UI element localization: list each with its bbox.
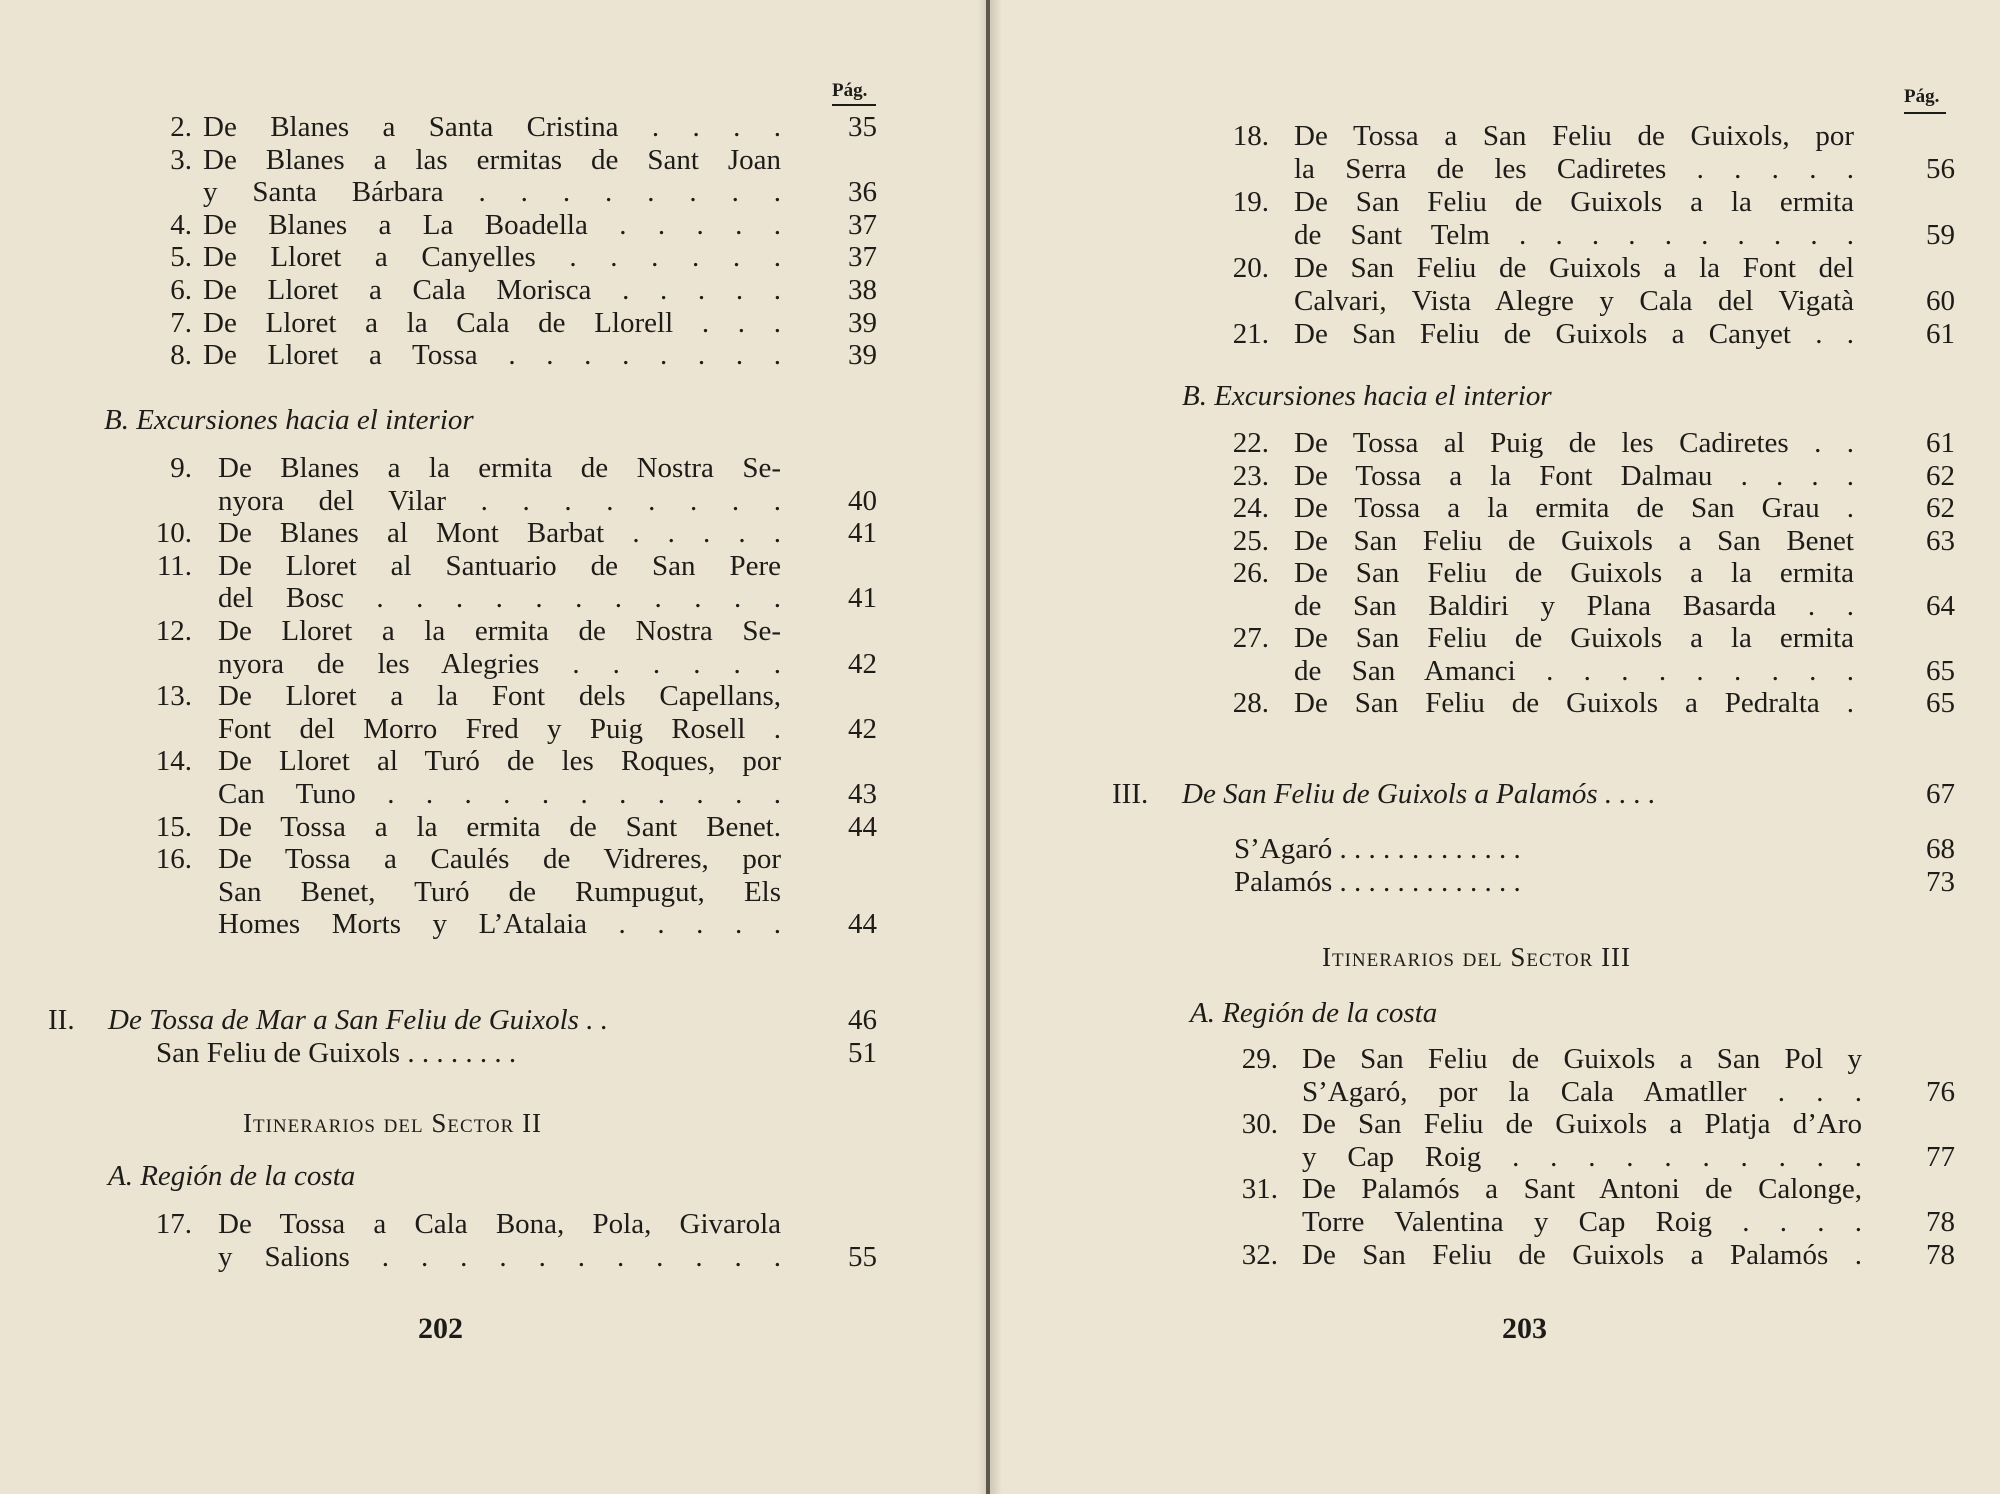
entry-number: 14. xyxy=(155,745,192,778)
entry-page-number: 64 xyxy=(1926,589,1955,622)
entry-title-line: De Palamós a Sant Antoni de Calonge, xyxy=(1302,1173,1862,1206)
entry-number: 13. xyxy=(155,680,192,713)
entry-title-line: de San Baldiri y Plana Basarda . . xyxy=(1294,589,1854,622)
entry-page-number: 43 xyxy=(848,778,877,810)
entry-number: 16. xyxy=(155,843,192,876)
entry-title-line: de Sant Telm . . . . . . . . . . xyxy=(1294,219,1854,251)
part-number: III. xyxy=(1112,778,1149,810)
entry-number: 25. xyxy=(1232,524,1269,557)
entry-page-number: 77 xyxy=(1926,1140,1955,1173)
part-number: II. xyxy=(48,1004,75,1036)
entry-title-line: De Blanes a la ermita de Nostra Se- xyxy=(218,452,781,484)
entry-title-line: y Santa Bárbara . . . . . . . . xyxy=(203,176,781,209)
entry-number: 3. xyxy=(170,143,192,176)
entry-title-line: De Tossa a la ermita de Sant Benet. xyxy=(218,810,781,843)
entry-title-line: De Lloret a la Font dels Capellans, xyxy=(218,680,781,713)
entry-page-number: 76 xyxy=(1926,1075,1955,1108)
pag-header-rule-right xyxy=(1904,112,1946,114)
subsection-title: S’Agaró . . . . . . . . . . . . . xyxy=(1234,833,1521,865)
entry-page-number: 41 xyxy=(848,517,877,550)
entry-title-line: De Lloret a Tossa . . . . . . . . xyxy=(203,339,781,372)
entry-title-line: De San Feliu de Guixols a San Pol y xyxy=(1302,1043,1862,1075)
part-title: De Tossa de Mar a San Feliu de Guixols . . xyxy=(108,1004,608,1036)
entry-number: 31. xyxy=(1241,1173,1278,1206)
entry-page-number: 42 xyxy=(848,647,877,680)
entry-title-line: De Tossa a la ermita de San Grau . xyxy=(1294,492,1854,524)
entry-number: 26. xyxy=(1232,557,1269,589)
entry-title-line: De Blanes a las ermitas de Sant Joan xyxy=(203,143,781,176)
entry-title-line: De San Feliu de Guixols a la ermita xyxy=(1294,622,1854,654)
entry-number: 20. xyxy=(1232,252,1269,284)
entry-title-line: y Salions . . . . . . . . . . . xyxy=(218,1240,781,1273)
part-title: De San Feliu de Guixols a Palamós . . . . xyxy=(1182,778,1656,810)
entry-number: 27. xyxy=(1232,622,1269,654)
entry-number: 9. xyxy=(170,452,192,484)
entry-title-line: De Lloret a la Cala de Llorell . . . xyxy=(203,306,781,339)
entry-page-number: 60 xyxy=(1926,285,1955,317)
itinerary-heading: Itinerarios del Sector III xyxy=(1322,942,1632,972)
entry-page-number: 61 xyxy=(1926,427,1955,459)
entry-title-line: De Lloret a Canyelles . . . . . . xyxy=(203,241,781,274)
entry-title-line: De Blanes al Mont Barbat . . . . . xyxy=(218,517,781,550)
subsection-title: San Feliu de Guixols . . . . . . . . xyxy=(156,1037,517,1069)
entry-page-number: 38 xyxy=(848,274,877,306)
entry-number: 18. xyxy=(1232,120,1269,152)
entry-page-number: 36 xyxy=(848,176,877,209)
entry-page-number: 37 xyxy=(848,241,877,274)
entry-number: 29. xyxy=(1241,1043,1278,1075)
entry-title-line: De Lloret a la ermita de Nostra Se- xyxy=(218,615,781,647)
part-page-number: 67 xyxy=(1926,778,1955,810)
entry-title-line: y Cap Roig . . . . . . . . . . xyxy=(1302,1140,1862,1173)
entry-title-line: Can Tuno . . . . . . . . . . . xyxy=(218,778,781,810)
entry-title-line: Font del Morro Fred y Puig Rosell . xyxy=(218,712,781,745)
subsection-page-number: 73 xyxy=(1926,866,1955,898)
entry-number: 2. xyxy=(170,111,192,143)
entry-page-number: 39 xyxy=(848,339,877,372)
entry-number: 24. xyxy=(1232,492,1269,524)
entry-title-line: De Lloret al Turó de les Roques, por xyxy=(218,745,781,778)
entry-page-number: 65 xyxy=(1926,654,1955,687)
entry-title-line: Torre Valentina y Cap Roig . . . . xyxy=(1302,1206,1862,1238)
entry-page-number: 44 xyxy=(848,908,877,941)
entry-title-line: Homes Morts y L’Atalaia . . . . . xyxy=(218,908,781,941)
entry-page-number: 35 xyxy=(848,111,877,143)
entry-number: 4. xyxy=(170,208,192,241)
entry-title-line: De Tossa a Caulés de Vidreres, por xyxy=(218,843,781,876)
entry-title-line: De Tossa al Puig de les Cadiretes . . xyxy=(1294,427,1854,459)
entry-title-line: De San Feliu de Guixols a la ermita xyxy=(1294,557,1854,589)
entry-page-number: 59 xyxy=(1926,219,1955,251)
entry-number: 30. xyxy=(1241,1108,1278,1141)
region-heading: A. Región de la costa xyxy=(108,1160,356,1192)
entry-title-line: Calvari, Vista Alegre y Cala del Vigatà xyxy=(1294,285,1854,317)
entry-number: 12. xyxy=(155,615,192,647)
entry-title-line: De San Feliu de Guixols a la Font del xyxy=(1294,252,1854,284)
section-heading: B. Excursiones hacia el interior xyxy=(104,404,474,436)
entry-page-number: 39 xyxy=(848,306,877,339)
entry-title-line: De San Feliu de Guixols a Palamós . xyxy=(1302,1238,1862,1271)
entry-page-number: 63 xyxy=(1926,524,1955,557)
entry-title-line: De San Feliu de Guixols a la ermita xyxy=(1294,186,1854,218)
part-page-number: 46 xyxy=(848,1004,877,1036)
entry-title-line: De San Feliu de Guixols a Platja d’Aro xyxy=(1302,1108,1862,1141)
entry-page-number: 65 xyxy=(1926,687,1955,719)
itinerary-heading: Itinerarios del Sector II xyxy=(243,1108,543,1138)
entry-title-line: De Lloret a Cala Morisca . . . . . xyxy=(203,274,781,306)
gutter-line xyxy=(986,0,990,1494)
entry-page-number: 37 xyxy=(848,208,877,241)
entry-number: 5. xyxy=(170,241,192,274)
entry-page-number: 62 xyxy=(1926,459,1955,492)
entry-number: 8. xyxy=(170,339,192,372)
entry-title-line: nyora del Vilar . . . . . . . . xyxy=(218,484,781,517)
entry-number: 10. xyxy=(155,517,192,550)
entry-page-number: 55 xyxy=(848,1240,877,1273)
entry-title-line: De Tossa a Cala Bona, Pola, Givarola xyxy=(218,1208,781,1240)
entry-page-number: 62 xyxy=(1926,492,1955,524)
subsection-page-number: 51 xyxy=(848,1037,877,1069)
entry-number: 7. xyxy=(170,306,192,339)
pag-header-rule-left xyxy=(832,104,876,106)
entry-number: 17. xyxy=(155,1208,192,1240)
entry-title-line: del Bosc . . . . . . . . . . . xyxy=(218,582,781,615)
entry-page-number: 41 xyxy=(848,582,877,615)
entry-page-number: 78 xyxy=(1926,1206,1955,1238)
entry-title-line: De San Feliu de Guixols a San Benet xyxy=(1294,524,1854,557)
entry-title-line: nyora de les Alegries . . . . . . xyxy=(218,647,781,680)
subsection-page-number: 68 xyxy=(1926,833,1955,865)
entry-number: 32. xyxy=(1241,1238,1278,1271)
entry-number: 6. xyxy=(170,274,192,306)
entry-title-line: De Blanes a Santa Cristina . . . . xyxy=(203,111,781,143)
entry-title-line: De Blanes a La Boadella . . . . . xyxy=(203,208,781,241)
region-heading: A. Región de la costa xyxy=(1190,997,1438,1029)
entry-title-line: De Tossa a San Feliu de Guixols, por xyxy=(1294,120,1854,152)
entry-number: 11. xyxy=(156,549,192,582)
entry-title-line: De San Feliu de Guixols a Pedralta . xyxy=(1294,687,1854,719)
pag-header-right: Pág. xyxy=(1904,86,1940,107)
entry-number: 21. xyxy=(1232,318,1269,350)
section-heading: B. Excursiones hacia el interior xyxy=(1182,380,1552,412)
entry-page-number: 61 xyxy=(1926,318,1955,350)
entry-number: 15. xyxy=(155,810,192,843)
pag-header-left: Pág. xyxy=(832,80,868,101)
entry-number: 22. xyxy=(1232,427,1269,459)
entry-number: 23. xyxy=(1232,459,1269,492)
gutter-shadow xyxy=(978,0,1002,1494)
page-folio: 202 xyxy=(418,1312,463,1345)
entry-title-line: De Lloret al Santuario de San Pere xyxy=(218,549,781,582)
entry-number: 28. xyxy=(1232,687,1269,719)
entry-number: 19. xyxy=(1232,186,1269,218)
entry-page-number: 40 xyxy=(848,484,877,517)
subsection-title: Palamós . . . . . . . . . . . . . xyxy=(1234,866,1521,898)
entry-title-line: De San Feliu de Guixols a Canyet . . xyxy=(1294,318,1854,350)
entry-page-number: 44 xyxy=(848,810,877,843)
entry-title-line: De Tossa a la Font Dalmau . . . . xyxy=(1294,459,1854,492)
entry-page-number: 78 xyxy=(1926,1238,1955,1271)
entry-page-number: 42 xyxy=(848,712,877,745)
entry-title-line: la Serra de les Cadiretes . . . . . xyxy=(1294,153,1854,185)
entry-title-line: S’Agaró, por la Cala Amatller . . . xyxy=(1302,1075,1862,1108)
entry-title-line: de San Amanci . . . . . . . . . xyxy=(1294,654,1854,687)
page-folio: 203 xyxy=(1502,1312,1547,1345)
entry-title-line: San Benet, Turó de Rumpugut, Els xyxy=(218,875,781,908)
entry-page-number: 56 xyxy=(1926,153,1955,185)
